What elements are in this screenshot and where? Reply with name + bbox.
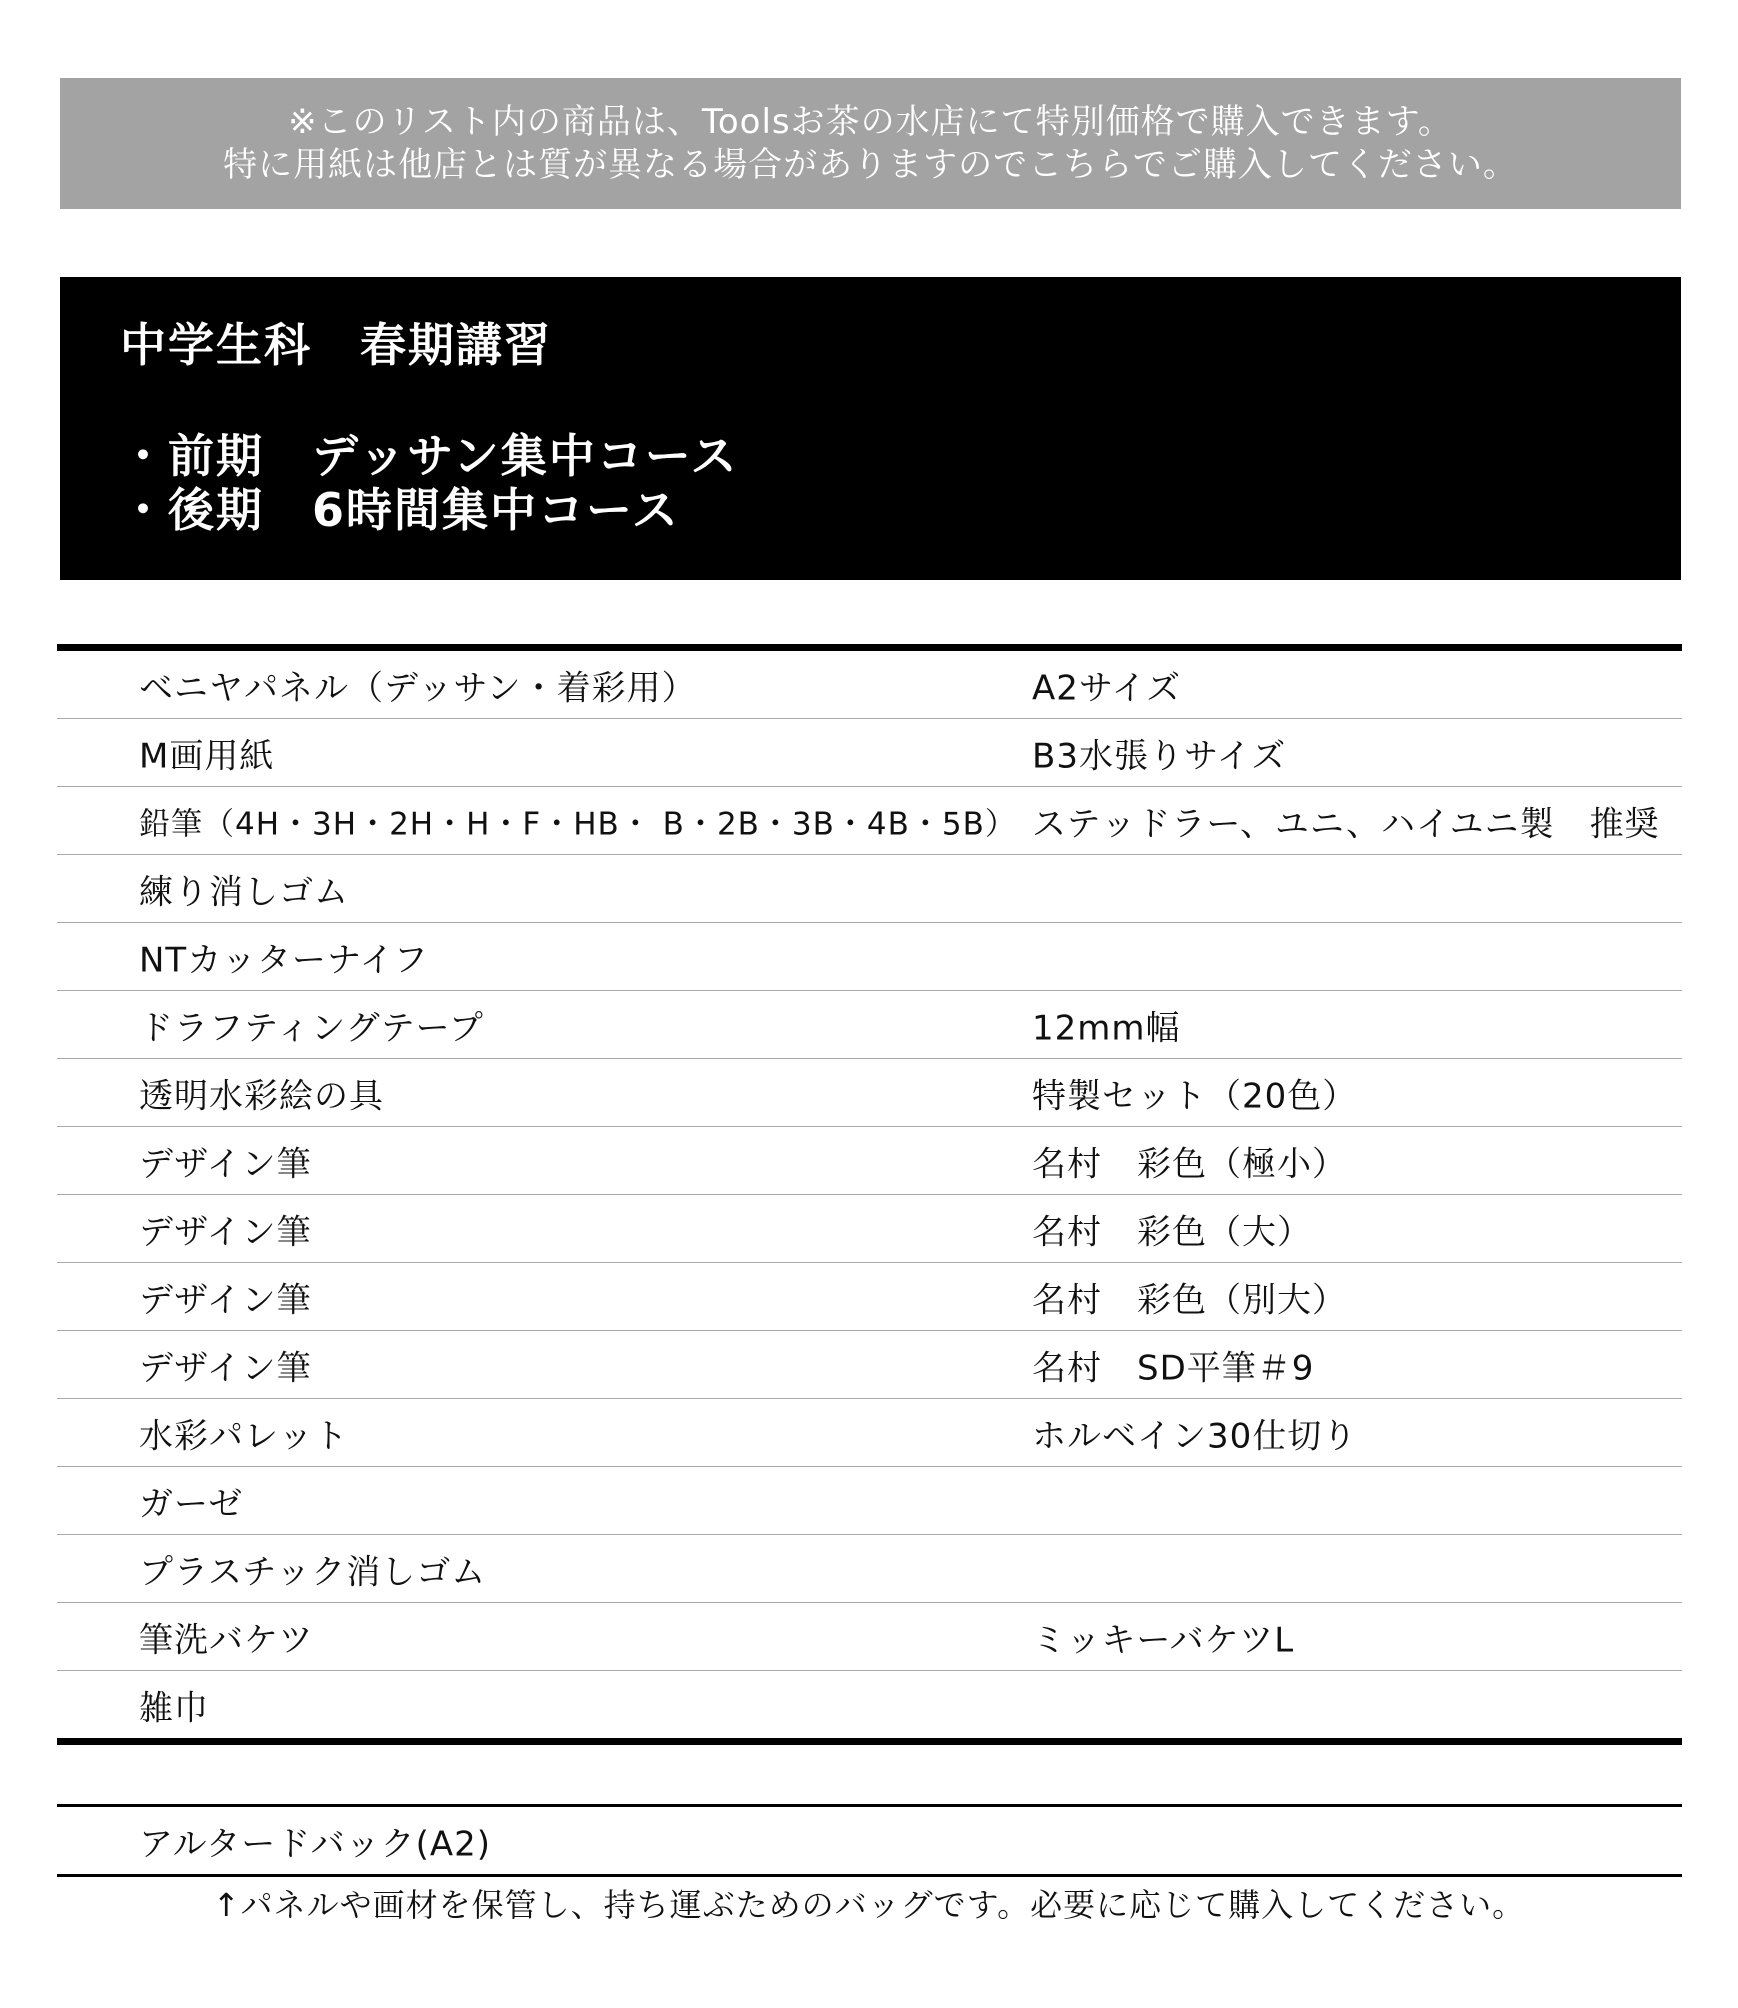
item-name: 透明水彩絵の具	[139, 1076, 384, 1116]
optional-item-row	[57, 1804, 1682, 1877]
table-row	[57, 651, 1682, 719]
table-row	[57, 1127, 1682, 1195]
item-name: M画用紙	[139, 736, 275, 776]
item-name: 筆洗バケツ	[139, 1620, 314, 1660]
notice-line-1: ※このリスト内の商品は、Toolsお茶の水店にて特別価格で購入できます。	[288, 101, 1453, 142]
table-row	[57, 787, 1682, 855]
table-row	[57, 1195, 1682, 1263]
item-note: 名村 彩色（極小）	[1032, 1144, 1347, 1184]
table-row	[57, 991, 1682, 1059]
item-name: デザイン筆	[139, 1144, 312, 1184]
table-row	[57, 1399, 1682, 1467]
item-name: ドラフティングテープ	[139, 1008, 484, 1048]
course-list	[120, 429, 738, 537]
item-note: 名村 彩色（大）	[1032, 1212, 1312, 1252]
item-name: NTカッターナイフ	[139, 940, 429, 980]
item-name: デザイン筆	[139, 1348, 312, 1388]
item-name: ガーゼ	[139, 1484, 244, 1524]
table-row	[57, 1467, 1682, 1535]
item-name: 練り消しゴム	[139, 872, 349, 912]
item-name: 水彩パレット	[139, 1416, 349, 1456]
item-name: プラスチック消しゴム	[139, 1552, 487, 1592]
optional-item-name: アルタードバック(A2)	[139, 1824, 492, 1864]
table-row	[57, 1059, 1682, 1127]
item-note: ミッキーバケツL	[1032, 1620, 1295, 1660]
item-name: デザイン筆	[139, 1212, 312, 1252]
table-row	[57, 1331, 1682, 1399]
table-row	[57, 1671, 1682, 1738]
supplies-table	[57, 644, 1682, 1745]
item-note: ホルベイン30仕切り	[1032, 1416, 1358, 1456]
item-name: デザイン筆	[139, 1280, 312, 1320]
item-note: 12mm幅	[1032, 1008, 1181, 1048]
notice-line-2: 特に用紙は他店とは質が異なる場合がありますのでこちらでご購入してください。	[223, 144, 1518, 185]
course-title: 中学生科 春期講習	[120, 318, 552, 372]
item-note: A2サイズ	[1032, 668, 1182, 708]
table-row	[57, 855, 1682, 923]
notice-banner	[60, 78, 1681, 209]
item-note: 名村 SD平筆＃9	[1032, 1348, 1315, 1388]
item-name: ベニヤパネル（デッサン・着彩用）	[139, 668, 697, 708]
item-note: ステッドラー、ユニ、ハイユニ製 推奨	[1032, 804, 1660, 844]
course-item-late: ・後期 6時間集中コース	[120, 483, 680, 537]
item-note: 特製セット（20色）	[1032, 1076, 1358, 1116]
table-row	[57, 1603, 1682, 1671]
course-header	[60, 277, 1681, 580]
optional-item-footnote: ↑パネルや画材を保管し、持ち運ぶためのバッグです。必要に応じて購入してください。	[212, 1886, 1526, 1924]
item-note: B3水張りサイズ	[1032, 736, 1287, 776]
table-row	[57, 1263, 1682, 1331]
item-name: 雑巾	[139, 1688, 209, 1728]
table-row	[57, 719, 1682, 787]
item-note: 名村 彩色（別大）	[1032, 1280, 1347, 1320]
table-row	[57, 923, 1682, 991]
table-row	[57, 1535, 1682, 1603]
course-item-early: ・前期 デッサン集中コース	[120, 429, 739, 483]
item-name: 鉛筆（4H・3H・2H・H・F・HB・ B・2B・3B・4B・5B）	[139, 806, 1017, 842]
